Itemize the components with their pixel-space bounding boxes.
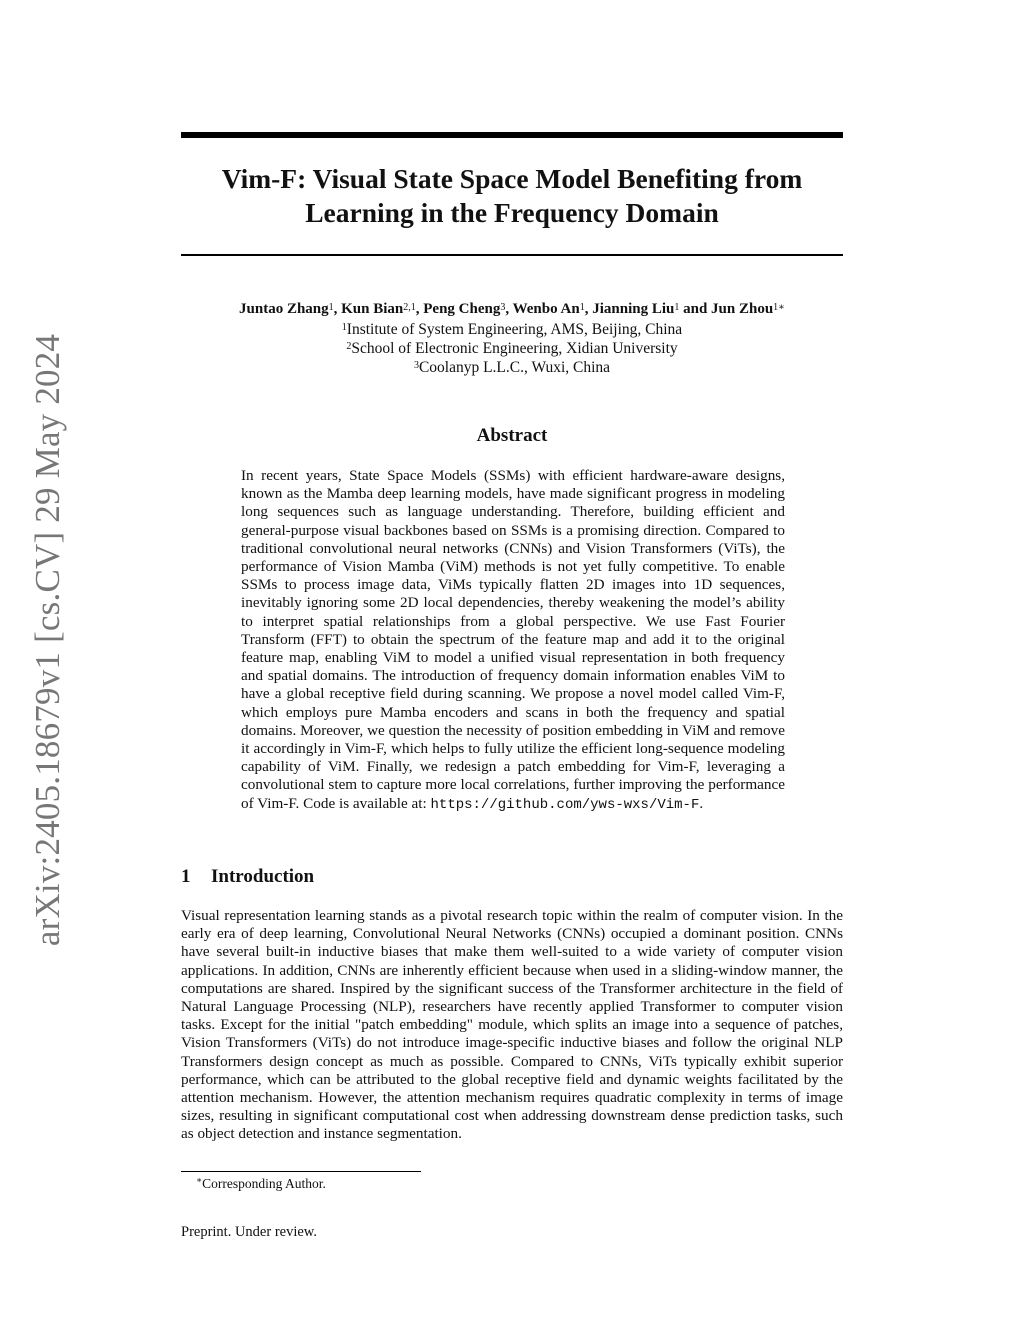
footnote-rule	[181, 1171, 421, 1172]
abstract-body	[241, 467, 785, 814]
title-rule-top	[181, 132, 843, 138]
author-name: Jun Zhou	[711, 301, 774, 317]
introduction-body: Visual representation learning stands as a pivotal research topic within the realm of computer vision. In the early era of deep learning, Convolutional Neural Networks (CNNs) occupied a dominant position. CNNs have several built-in inductive biases that make them well-suited to a wide variety of computer vision applications. In addition, CNNs are inherently efficient because when used in a sliding-window manner, the computations are shared. Inspired by the significant success of the Transformer architecture in the field of Natural Language Processing (NLP), researchers have recently applied Transformer to computer vision tasks. Except for the initial "patch embedding" module, which splits an image into a sequence of patches, Vision Transformers (ViTs) do not introduce image-specific inductive biases and follow the original NLP Transformers design concept as much as possible. Compared to CNNs, ViTs typically exhibit superior performance, which can be attributed to the global receptive field and dynamic weights facilitated by the attention mechanism. However, the attention mechanism requires quadratic complexity in terms of image sizes, resulting in significant computational cost when addressing downstream dense prediction tasks, such as object detection and instance segmentation.	[181, 907, 843, 1143]
section-title: Introduction	[211, 866, 315, 887]
author-sup: 1	[579, 302, 585, 313]
abstract-heading: Abstract	[476, 425, 548, 446]
author-name: Juntao Zhang	[239, 301, 329, 317]
abstract-text: In recent years, State Space Models (SSMs) with efficient hardware-aware designs, known as the Mamba deep learning models, have made significant progress in modeling long sequences such as language understanding. Therefore, building efficient and general-purpose visual backbones based on SSMs is a promising direction. Compared to traditional convolutional neural networks (CNNs) and Vision Transformers (ViTs), the performance of Vision Mamba (ViM) methods is not yet fully competitive. To enable SSMs to process image data, ViMs typically flatten 2D images into 1D sequences, inevitably ignoring some 2D local dependencies, thereby weakening the model’s ability to interpret spatial relationships from a global perspective. We use Fast Fourier Transform (FFT) to obtain the spectrum of the feature map and add it to the original feature map, enabling ViM to model a unified visual representation in both frequency and spatial domains. The introduction of frequency domain information enables ViM to have a global receptive field during scanning. We propose a novel model called Vim-F, which employs pure Mamba encoders and scans in both the frequency and spatial domains. Moreover, we question the necessity of position embedding in ViM and remove it accordingly in Vim-F, which helps to fully utilize the efficient long-sequence modeling capability of ViM. Finally, we redesign a patch embedding for Vim-F, leveraging a convolutional stem to capture more local correlations, further improving the performance of Vim-F. Code is available at:	[241, 467, 785, 812]
author-name: Kun Bian	[341, 301, 404, 317]
author-list: Juntao Zhang$^1$, Kun Bian$^{2,1}$, Peng Cheng$^3$, Wenbo An$^1$, Jianning Liu$^1$ and Jun Zhou$^{1∗}$	[239, 301, 785, 317]
arxiv-id: arXiv:2405.18679v1 [cs.CV] 29 May 2024	[28, 333, 68, 947]
paper-title: Vim-F: Visual State Space Model Benefiting from Learning in the Frequency Domain	[221, 163, 803, 228]
author-sup: 1	[328, 302, 334, 313]
author-name: Wenbo An	[512, 301, 580, 317]
title-rule-bottom	[181, 254, 843, 256]
author-sup: 1∗	[773, 302, 785, 313]
author-sup: 2,1	[403, 302, 416, 313]
author-name: Peng Cheng	[423, 301, 501, 317]
affiliation	[181, 339, 843, 358]
author-sup: 1	[674, 302, 680, 313]
section-heading-introduction	[181, 866, 843, 888]
code-link[interactable]: https://github.com/yws-wxs/Vim-F	[430, 796, 700, 813]
preprint-note: Preprint. Under review.	[181, 1224, 317, 1240]
author-sup: 3	[500, 302, 506, 313]
footnote-text: Corresponding Author.	[202, 1176, 326, 1191]
author-name: Jianning Liu	[592, 301, 675, 317]
affiliation-sup: 3	[413, 360, 419, 371]
affiliation-text: Institute of System Engineering, AMS, Beijing, China	[346, 321, 683, 338]
affiliation-text: Coolanyp L.L.C., Wuxi, China	[418, 359, 611, 376]
footnote	[196, 1176, 326, 1192]
affiliation-sup: 2	[346, 341, 352, 352]
abstract-trailing: .	[699, 794, 704, 812]
affiliation	[181, 320, 843, 339]
footnote-mark: ∗	[196, 1175, 203, 1185]
affiliation-sup: 1	[341, 322, 347, 333]
affiliation-text: School of Electronic Engineering, Xidian University	[351, 340, 678, 357]
section-number: 1	[181, 866, 191, 887]
arxiv-watermark	[26, 333, 70, 947]
affiliation	[181, 358, 843, 377]
